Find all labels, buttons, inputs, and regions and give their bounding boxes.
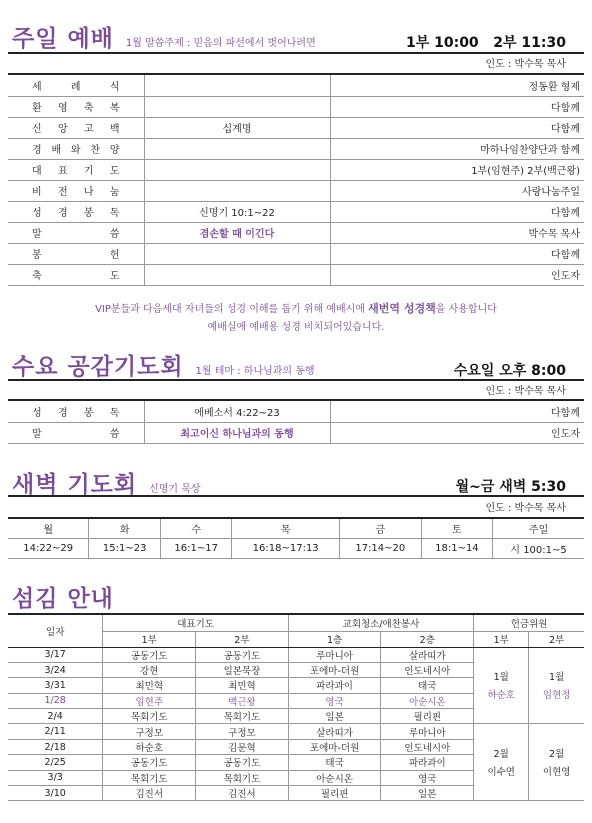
order-role-chars — [32, 425, 120, 440]
bible-notice — [0, 300, 592, 316]
order-row — [8, 264, 584, 285]
notice-text: VIP분들과 다음세대 자녀들의 성경 이해를 돕기 위해 예배시에 — [95, 304, 369, 315]
order-role-chars — [32, 225, 120, 240]
duty-c1: 파라과이 — [288, 678, 381, 693]
order-leader: 다함께 — [330, 243, 584, 264]
duty-date: 3/17 — [8, 647, 103, 662]
order-content — [144, 159, 330, 180]
subheader-c2: 2층 — [381, 631, 474, 647]
subheader-o2: 2부 — [529, 631, 584, 647]
sunday-order-table — [8, 75, 584, 286]
role-char: 봉 — [32, 250, 42, 261]
role-char: 도 — [109, 271, 120, 282]
role-char: 표 — [57, 166, 68, 177]
order-role — [8, 222, 144, 243]
bible-notice-2: 예배실에 예배용 성경 비치되어있습니다. — [207, 322, 385, 333]
service-header — [12, 580, 114, 613]
duty-date: 3/10 — [8, 786, 103, 801]
order-role — [8, 75, 144, 96]
duty-c2: 루마니아 — [381, 724, 474, 739]
role-char: 고 — [83, 124, 94, 135]
role-char: 전 — [57, 187, 68, 198]
duty-p1: 공동기도 — [103, 755, 196, 770]
reading-cell: 16:1~17 — [160, 538, 232, 558]
order-content — [144, 96, 330, 117]
duty-p2: 목회기도 — [196, 709, 289, 724]
reading-cell: 시 100:1~5 — [493, 538, 584, 558]
sunday-leader: 인도 : 박수목 목사 — [485, 59, 566, 70]
order-leader: 다함께 — [330, 117, 584, 138]
wednesday-header — [12, 348, 315, 381]
offering-cell — [529, 647, 584, 724]
order-role-chars — [32, 267, 120, 282]
offering-cell — [474, 647, 529, 724]
role-char: 례 — [70, 81, 81, 93]
duty-date: 2/11 — [8, 724, 103, 739]
wednesday-subtitle: 1월 테마 : 하나님과의 동행 — [195, 366, 315, 377]
divider — [8, 495, 584, 497]
reading-cell: 17:14~20 — [339, 538, 421, 558]
order-role — [8, 422, 144, 443]
duty-p1: 임현주 — [103, 693, 196, 708]
duty-date: 3/31 — [8, 678, 103, 693]
duty-p2: 일본묵장 — [196, 662, 289, 677]
order-content: 신명기 10:1~22 — [144, 201, 330, 222]
notice-text: 을 사용합니다 — [435, 304, 497, 315]
order-role-chars — [32, 141, 120, 156]
offering-month: 1월 — [493, 672, 509, 684]
header-offering: 헌금위원 — [474, 614, 584, 631]
duty-p2: 목회기도 — [196, 770, 289, 785]
order-row — [8, 159, 584, 180]
order-leader: 인도자 — [330, 264, 584, 285]
order-leader: 다함께 — [330, 201, 584, 222]
reading-cell: 18:1~14 — [421, 538, 493, 558]
wednesday-time: 수요일 오후 8:00 — [453, 363, 566, 379]
duty-c2: 아순시온 — [381, 693, 474, 708]
role-char: 봉 — [83, 208, 94, 219]
order-leader: 정동환 형제 — [330, 75, 584, 96]
order-role — [8, 243, 144, 264]
order-content — [144, 243, 330, 264]
day-cell: 주일 — [493, 518, 584, 538]
duty-p2: 공동기도 — [196, 647, 289, 662]
order-leader: 인도자 — [330, 422, 584, 443]
service-title: 섬김 안내 — [12, 586, 114, 612]
duty-c1: 필리핀 — [288, 786, 381, 801]
order-row — [8, 138, 584, 159]
duty-p1: 하순호 — [103, 739, 196, 754]
role-char: 눔 — [109, 187, 120, 198]
order-row — [8, 180, 584, 201]
duty-c2: 살라띠가 — [381, 647, 474, 662]
duty-c2: 인도네시아 — [381, 662, 474, 677]
role-char: 기 — [83, 166, 94, 177]
wednesday-title: 수요 공감기도회 — [12, 354, 184, 380]
role-char: 독 — [109, 208, 120, 219]
role-char: 양 — [109, 145, 120, 156]
order-leader: 마하나임찬양단과 함께 — [330, 138, 584, 159]
role-char: 와 — [70, 145, 81, 156]
sunday-header — [12, 20, 316, 53]
header-cleaning: 교회청소/애찬봉사 — [288, 614, 473, 631]
order-leader: 박수목 목사 — [330, 222, 584, 243]
duty-c1: 영국 — [288, 693, 381, 708]
duty-c1: 아순시온 — [288, 770, 381, 785]
offering-name: 이현영 — [542, 767, 571, 779]
role-char: 나 — [83, 187, 94, 198]
day-row — [8, 518, 584, 538]
order-role — [8, 401, 144, 422]
duty-p1: 목회기도 — [103, 770, 196, 785]
day-cell: 목 — [232, 518, 340, 538]
reading-row — [8, 538, 584, 558]
order-role-chars — [32, 162, 120, 177]
order-row — [8, 201, 584, 222]
order-role-chars — [32, 78, 120, 93]
duty-p1: 강현 — [103, 662, 196, 677]
duty-c2: 필리핀 — [381, 709, 474, 724]
duty-c2: 파라과이 — [381, 755, 474, 770]
order-role — [8, 138, 144, 159]
duty-c2: 영국 — [381, 770, 474, 785]
dawn-title: 새벽 기도회 — [12, 472, 138, 498]
duty-row — [8, 647, 584, 662]
duty-p2: 김문혁 — [196, 739, 289, 754]
order-row — [8, 243, 584, 264]
service-duty-table — [8, 613, 584, 801]
sunday-time: 1부 10:00 2부 11:30 — [405, 35, 566, 51]
role-char: 봉 — [83, 407, 94, 419]
subheader-p2: 2부 — [196, 631, 289, 647]
role-char: 신 — [32, 124, 42, 135]
duty-row — [8, 724, 584, 739]
role-char: 복 — [109, 103, 120, 114]
duty-c1: 포에마-더원 — [288, 739, 381, 754]
role-char: 경 — [57, 208, 68, 219]
notice-bold: 새번역 성경책 — [368, 302, 436, 315]
order-role-chars — [32, 183, 120, 198]
duty-date: 3/3 — [8, 770, 103, 785]
wednesday-leader: 인도 : 박수목 목사 — [485, 386, 566, 397]
duty-date: 1/28 — [8, 693, 103, 708]
duty-p1: 김진서 — [103, 786, 196, 801]
duty-p2: 공동기도 — [196, 755, 289, 770]
duty-p1: 공동기도 — [103, 647, 196, 662]
order-role — [8, 117, 144, 138]
order-role — [8, 96, 144, 117]
duty-p2: 최민혁 — [196, 678, 289, 693]
duty-p2: 백근왕 — [196, 693, 289, 708]
header-date: 일자 — [8, 614, 103, 647]
day-cell: 금 — [339, 518, 421, 538]
order-content: 십계명 — [144, 117, 330, 138]
offering-name: 하순호 — [487, 690, 515, 702]
order-content — [144, 264, 330, 285]
subheader-o1: 1부 — [474, 631, 529, 647]
order-role — [8, 159, 144, 180]
order-content: 겸손할 때 이긴다 — [144, 222, 330, 243]
role-char: 식 — [109, 81, 120, 93]
order-leader: 다함께 — [330, 96, 584, 117]
duty-date: 2/25 — [8, 755, 103, 770]
order-content — [144, 138, 330, 159]
role-char: 경 — [32, 145, 42, 156]
reading-cell: 14:22~29 — [8, 538, 89, 558]
order-role-chars — [32, 204, 120, 219]
role-char: 환 — [32, 103, 42, 114]
order-leader: 다함께 — [330, 401, 584, 422]
duty-c2: 인도네시아 — [381, 739, 474, 754]
order-role-chars — [32, 99, 120, 114]
order-role-chars — [32, 246, 120, 261]
order-row — [8, 75, 584, 96]
order-content — [144, 75, 330, 96]
day-cell: 월 — [8, 518, 89, 538]
role-char: 대 — [32, 166, 42, 177]
duty-c1: 포에마-더원 — [288, 662, 381, 677]
duty-c1: 태국 — [288, 755, 381, 770]
role-char: 경 — [57, 407, 68, 419]
offering-cell — [474, 724, 529, 801]
day-cell: 수 — [160, 518, 232, 538]
role-char: 앙 — [57, 124, 68, 135]
role-char: 독 — [109, 407, 120, 419]
header-prayer: 대표기도 — [103, 614, 288, 631]
role-char: 축 — [32, 271, 42, 282]
duty-p1: 최민혁 — [103, 678, 196, 693]
order-role-chars — [32, 120, 120, 135]
order-role — [8, 201, 144, 222]
order-leader: 1부(임현주) 2부(백근왕) — [330, 159, 584, 180]
role-char: 말 — [32, 229, 42, 240]
duty-c2: 태국 — [381, 678, 474, 693]
duty-date: 2/4 — [8, 709, 103, 724]
order-row — [8, 117, 584, 138]
reading-cell: 16:18~17:13 — [232, 538, 340, 558]
offering-month: 1월 — [549, 672, 565, 684]
order-leader: 사랑나눔주일 — [330, 180, 584, 201]
order-row — [8, 401, 584, 422]
offering-cell — [529, 724, 584, 801]
duty-p1: 구정모 — [103, 724, 196, 739]
role-char: 말 — [32, 429, 42, 440]
duty-date: 3/24 — [8, 662, 103, 677]
role-char: 축 — [83, 103, 94, 114]
dawn-schedule-table — [8, 517, 584, 559]
duty-c1: 일본 — [288, 709, 381, 724]
dawn-time: 월~금 새벽 5:30 — [455, 479, 566, 495]
role-char: 영 — [57, 103, 68, 114]
offering-name: 이수연 — [487, 767, 515, 779]
role-char: 씀 — [109, 429, 120, 440]
role-char: 성 — [32, 208, 42, 219]
dawn-subtitle: 신명기 묵상 — [149, 484, 201, 495]
offering-month: 2월 — [549, 749, 565, 761]
role-char: 비 — [32, 187, 42, 198]
sunday-title: 주일 예배 — [12, 26, 114, 52]
order-content: 에베소서 4:22~23 — [144, 401, 330, 422]
subheader-p1: 1부 — [103, 631, 196, 647]
duty-c1: 살라띠가 — [288, 724, 381, 739]
order-role — [8, 264, 144, 285]
sunday-subtitle: 1월 말씀주제 : 믿음의 파선에서 벗어나려면 — [125, 38, 316, 49]
role-char: 백 — [109, 124, 120, 135]
day-cell: 토 — [421, 518, 493, 538]
subheader-c1: 1층 — [288, 631, 381, 647]
duty-c2: 일본 — [381, 786, 474, 801]
order-role-chars — [32, 404, 120, 419]
duty-c1: 루마니아 — [288, 647, 381, 662]
dawn-leader: 인도 : 박수목 목사 — [485, 503, 566, 514]
role-char: 성 — [32, 407, 42, 419]
duty-date: 2/18 — [8, 739, 103, 754]
divider — [8, 52, 584, 54]
day-cell: 화 — [89, 518, 161, 538]
order-row — [8, 96, 584, 117]
role-char: 도 — [109, 166, 120, 177]
duty-header-row — [8, 614, 584, 631]
wednesday-order-table — [8, 401, 584, 444]
role-char: 헌 — [109, 250, 120, 261]
divider — [8, 379, 584, 381]
offering-name: 임현정 — [542, 690, 571, 702]
role-char: 배 — [51, 145, 62, 156]
offering-month: 2월 — [493, 749, 509, 761]
reading-cell: 15:1~23 — [89, 538, 161, 558]
role-char: 세 — [32, 81, 42, 93]
duty-p2: 구정모 — [196, 724, 289, 739]
order-role — [8, 180, 144, 201]
role-char: 찬 — [90, 145, 101, 156]
order-row — [8, 422, 584, 443]
duty-p1: 목회기도 — [103, 709, 196, 724]
order-row — [8, 222, 584, 243]
order-content: 최고이신 하나님과의 동행 — [144, 422, 330, 443]
role-char: 씀 — [109, 229, 120, 240]
duty-p2: 김진서 — [196, 786, 289, 801]
order-content — [144, 180, 330, 201]
